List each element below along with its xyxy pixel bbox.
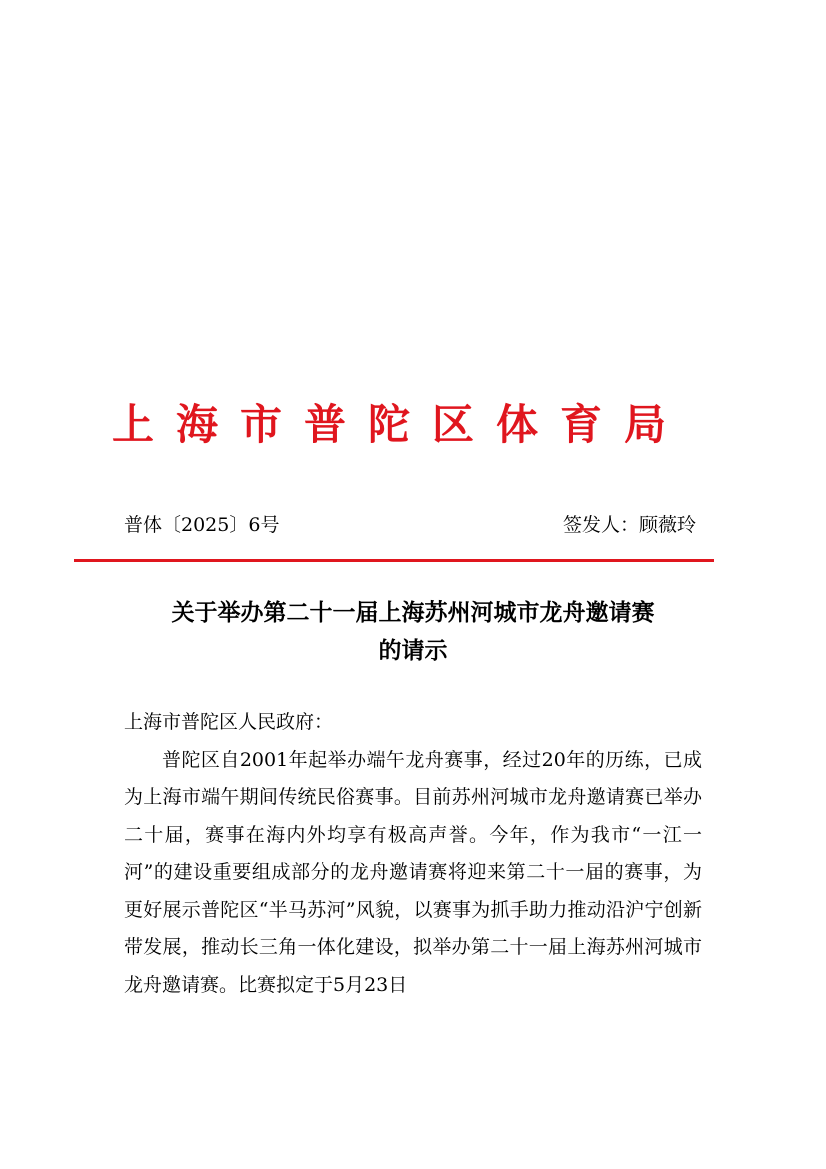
title-line-2: 的请示 — [378, 637, 448, 664]
salutation: 上海市普陀区人民政府： — [124, 711, 334, 733]
signer: 签发人：顾薇玲 — [562, 514, 696, 536]
document-meta-row — [124, 512, 696, 538]
title-line-1: 关于举办第二十一届上海苏州河城市龙舟邀请赛 — [171, 599, 655, 626]
document-title — [0, 594, 826, 670]
body-paragraph: 普陀区自2001年起举办端午龙舟赛事，经过20年的历练，已成为上海市端午期间传统民俗赛事。目前苏州河城市龙舟邀请赛已举办二十届，赛事在海内外均享有极高声誉。今年，作为我市“一江一河”的建设重要组成部分的龙舟邀请赛将迎来第二十一届的赛事，为更好展示普陀区“半马苏河”风貌，以赛事为抓手助力推动沿沪宁创新带发展，推动长三角一体化建设，拟举办第二十一届上海苏州河城市龙舟邀请赛。比赛拟定于5月23日 — [124, 748, 702, 996]
issuing-organization: 上海市普陀区体育局 — [111, 400, 688, 449]
red-divider-line — [74, 559, 714, 562]
document-body — [124, 704, 702, 1004]
document-number: 普体〔2025〕6号 — [124, 514, 280, 536]
